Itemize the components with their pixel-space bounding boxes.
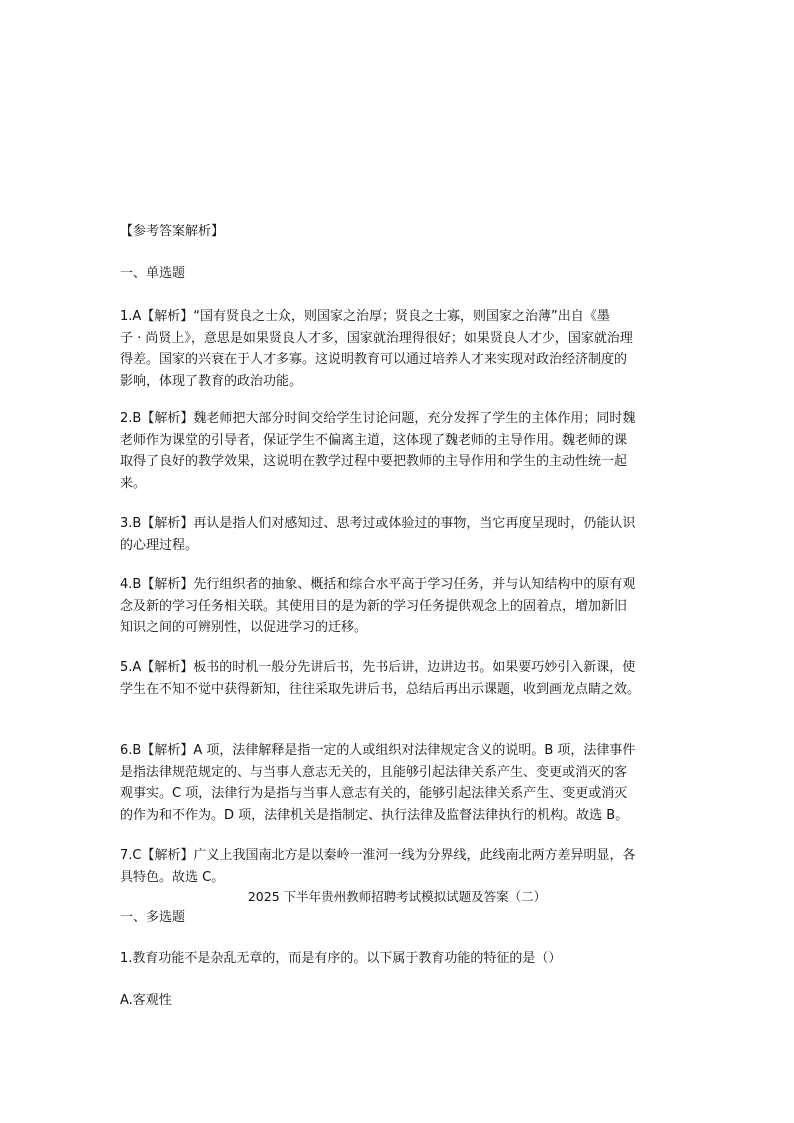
answer-1 (120, 306, 680, 392)
exam-title: 2025 下半年贵州教师招聘考试模拟试题及答案（二） (247, 889, 547, 904)
answer-6-line: 的作为和不作为。D 项，法律机关是指制定、执行法律及监督法律执行的机构。故选 B。 (120, 807, 629, 823)
answer-1-line: 影响，体现了教育的政治功能。 (120, 373, 303, 389)
question-1-option-a: A.客观性 (120, 993, 172, 1008)
answer-1-line: 子 · 尚贤上》，意思是如果贤良人才多，国家就治理得很好；如果贤良人才少，国家就治理 (120, 330, 633, 346)
answer-1-line: 得差。国家的兴衰在于人才多寡。这说明教育可以通过培养人才来实现对政治经济制度的 (120, 352, 628, 367)
answer-2 (120, 408, 680, 494)
answer-7 (120, 845, 680, 888)
answer-3 (120, 513, 680, 556)
answer-5-line: 5.A【解析】板书的时机一般分先讲后书，先书后讲，边讲边书。如果要巧妙引入新课，使 (120, 660, 636, 675)
answer-6 (120, 740, 680, 826)
answer-2-line: 老师作为课堂的引导者，保证学生不偏离主道，这体现了魏老师的主导作用。魏老师的课 (120, 432, 628, 448)
section-title-single-choice: 一、单选题 (120, 266, 186, 281)
question-1: 1.教育功能不是杂乱无章的，而是有序的。以下属于教育功能的特征的是（） (120, 951, 562, 966)
section-title-multiple-choice: 一、多选题 (120, 910, 186, 925)
answer-7-line: 具特色。故选 C。 (120, 869, 225, 885)
answer-5 (120, 657, 680, 700)
answer-1-line: 1.A【解析】“国有贤良之士众，则国家之治厚；贤良之士寡，则国家之治薄”出自《墨 (120, 309, 610, 324)
answer-4-line: 知识之间的可辨别性，以促进学习的迁移。 (120, 620, 368, 635)
answer-2-line: 取得了良好的教学效果，这说明在教学过程中要把教师的主导作用和学生的主动性统一起 (120, 454, 628, 469)
answer-key-header: 【参考答案解析】 (120, 224, 225, 239)
answer-2-line: 来。 (120, 475, 147, 491)
answer-3-line: 3.B【解析】再认是指人们对感知过、思考过或体验过的事物，当它再度呈现时，仍能认识 (120, 516, 636, 531)
answer-4-line: 念及新的学习任务相关联。其使用目的是为新的学习任务提供观念上的固着点，增加新旧 (120, 598, 628, 614)
answer-3-line: 的心理过程。 (120, 537, 199, 553)
answer-5-line: 学生在不知不觉中获得新知，往往采取先讲后书，总结后再出示课题，收到画龙点睛之效。 (120, 681, 641, 697)
answer-2-line: 2.B【解析】魏老师把大部分时间交给学生讨论问题，充分发挥了学生的主体作用；同时魏 (120, 411, 636, 426)
answer-6-line: 观事实。C 项，法律行为是指与当事人意志有关的，能够引起法律关系产生、变更或消灭 (120, 786, 628, 801)
answer-6-line: 6.B【解析】A 项，法律解释是指一定的人或组织对法律规定含义的说明。B 项，法律事件 (120, 743, 636, 758)
answer-4-line: 4.B【解析】先行组织者的抽象、概括和综合水平高于学习任务，并与认知结构中的原有观 (120, 577, 636, 592)
answer-7-line: 7.C【解析】广义上我国南北方是以秦岭一淮河一线为分界线，此线南北两方差异明显，各 (120, 848, 636, 863)
answer-4 (120, 574, 680, 639)
answer-6-line: 是指法律规范规定的、与当事人意志无关的，且能够引起法律关系产生、变更或消灭的客 (120, 764, 628, 780)
